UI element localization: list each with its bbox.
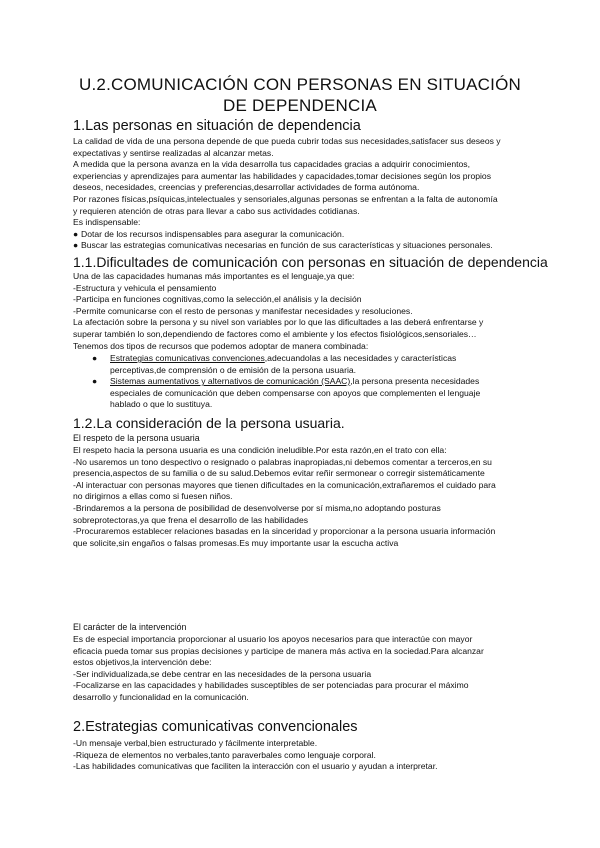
bullet-item (73, 240, 493, 252)
resource-continuation: hablado o que lo sustituya. (110, 399, 213, 410)
resource-description: ,la persona presenta necesidades (350, 376, 480, 387)
bullet-text: Buscar las estrategias comunicativas necesarias en función de sus características y situaciones personales. (81, 240, 493, 251)
body-line: superar también lo son,dependiendo de factores como el ambiente y los efectos fisiológicos,sensoriales… (73, 329, 477, 339)
body-line: -Riqueza de elementos no verbales,tanto paraverbales como lenguaje corporal. (73, 749, 376, 760)
document-title (40, 74, 560, 116)
body-line: -Procuraremos establecer relaciones basadas en la sinceridad y proporcionar a la persona usuaria información (73, 526, 496, 537)
body-line: desarrollo y funcionalidad en la comunicación. (73, 692, 249, 702)
body-line: El respeto hacia la persona usuaria es una condición ineludible.Por esta razón,en el trato con ella: (73, 445, 447, 455)
bullet-dot-icon: ● (92, 353, 98, 363)
body-line: -Al interactuar con personas mayores que tienen dificultades en la comunicación,extrañaremos el cuidado para (73, 479, 496, 490)
body-line: -Permite comunicarse con el resto de personas y manifestar necesidades y resoluciones. (73, 305, 413, 316)
bullet-text: Dotar de los recursos indispensables para asegurar la comunicación. (81, 228, 345, 239)
bullet-dot-icon: ● (73, 228, 79, 239)
resource-link-saac[interactable]: Sistemas aumentativos y alternativos de comunicación (SAAC) (110, 376, 351, 387)
resource-link-estrategias[interactable]: Estrategias comunicativas convenciones (110, 353, 265, 363)
bullet-dot-icon: ● (92, 376, 98, 387)
body-line: Es de especial importancia proporcionar al usuario los apoyos necesarios para que interactúe con mayor (73, 634, 473, 644)
subheading-respeto: El respeto de la persona usuaria (73, 433, 200, 443)
body-line: -Las habilidades comunicativas que faciliten la interacción con el usuario y ayudan a interpretar. (73, 761, 438, 772)
body-line: Es indispensable: (73, 217, 141, 228)
body-line: eficacia pueda tomar sus propias decisiones y participe de manera más activa en la sociedad.Para alcanzar (73, 645, 484, 656)
body-line: La afectación sobre la persona y su nivel son variables por lo que las dificultades a las deberá enfrentarse y (73, 317, 484, 328)
resource-continuation: especiales de comunicación que deben compensarse con apoyos que complementen el lenguaje (110, 387, 481, 398)
body-line: presencia,aspectos de su familia o de su salud.Debemos evitar reñir sermonear o corregir sistemáticamente (73, 468, 485, 479)
body-line: experiencias y aprendizajes para aumentar las habilidades y capacidades,tomar decisiones según los propios (73, 170, 491, 181)
body-line: sobreprotectoras,ya que frena el desarrollo de las habilidades (73, 514, 309, 525)
section-2-heading: 2.Estrategias comunicativas convencionales (73, 719, 358, 735)
section-1-2-heading: 1.2.La consideración de la persona usuaria. (73, 415, 345, 431)
section-1-heading: 1.Las personas en situación de dependencia (73, 118, 361, 134)
subheading-intervencion: El carácter de la intervención (73, 622, 187, 632)
body-line: no dirigirnos a ellas como si fuesen niños. (73, 491, 233, 502)
body-line: A medida que la persona avanza en la vida desarrolla tus capacidades gracias a adquirir conocimientos, (73, 159, 470, 170)
body-line: Una de las capacidades humanas más importantes es el lenguaje,ya que: (73, 271, 355, 281)
body-line: que solicite,sin engaños o falsas promesas.Es muy importante usar la escucha activa (73, 537, 399, 548)
body-line: deseos, necesidades, creencias y preferencias,desarrollar actividades de forma autónoma. (73, 182, 420, 193)
bullet-item (73, 229, 344, 241)
body-line: -Focalizarse en las capacidades y habilidades susceptibles de ser potenciadas para procurar el máximo (73, 680, 469, 691)
body-line: y requieren atención de otras para llevar a cabo sus actividades cotidianas. (73, 205, 360, 216)
body-line: -Estructura y vehicula el pensamiento (73, 282, 217, 293)
body-line: estos objetivos,la intervención debe: (73, 657, 212, 668)
body-line: expectativas y sentirse realizadas al alcanzar metas. (73, 147, 274, 158)
body-line: La calidad de vida de una persona depende de que pueda cubrir todas sus necesidades,satisfacer sus deseos y (73, 136, 501, 146)
title-line-2: DE DEPENDENCIA (223, 96, 377, 115)
body-line: -Participa en funciones cognitivas,como la selección,el análisis y la decisión (73, 294, 362, 305)
bullet-dot-icon: ● (73, 240, 79, 251)
resource-description: ,adecuandolas a las necesidades y características (264, 353, 457, 363)
resource-continuation: perceptivas,de comprensión o de emisión de la persona usuaria. (110, 364, 357, 375)
body-line: Tenemos dos tipos de recursos que podemos adoptar de manera combinada: (73, 340, 369, 351)
title-line-1: U.2.COMUNICACIÓN CON PERSONAS EN SITUACIÓN (79, 75, 521, 94)
body-line: -Ser individualizada,se debe centrar en las necesidades de la persona usuaria (73, 668, 372, 679)
body-line: -Un mensaje verbal,bien estructurado y fácilmente interpretable. (73, 738, 318, 748)
body-line: -No usaremos un tono despectivo o resignado o palabras inapropiadas,ni debemos comentar a terceros,en su (73, 456, 492, 467)
body-line: Por razones físicas,psíquicas,intelectuales y sensoriales,algunas personas se enfrentan a la falta de autonomía (73, 194, 498, 204)
body-line: -Brindaremos a la persona de posibilidad de desenvolverse por sí misma,no adoptando posturas (73, 503, 441, 513)
section-1-1-heading: 1.1.Dificultades de comunicación con personas en situación de dependencia (73, 254, 548, 270)
